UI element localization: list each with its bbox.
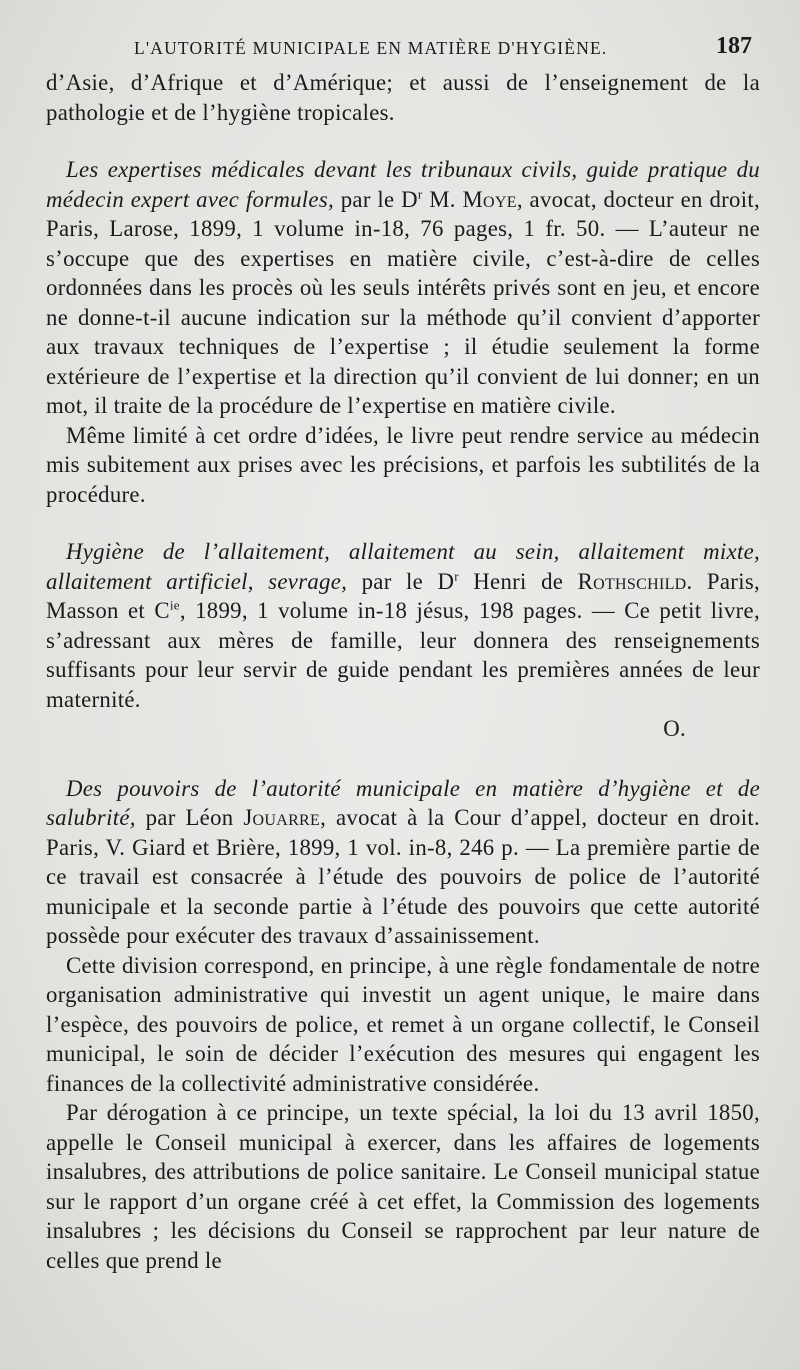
review-paragraph	[46, 537, 760, 714]
book-title: Des pouvoirs de l’autorité municipale en matière d’hygiène et de salubrité,	[46, 775, 760, 830]
author-name: Jouarre	[243, 805, 321, 830]
book-title: Les expertises médicales devant les tribunaux civils, guide pratique du médecin expert avec formules,	[46, 157, 760, 212]
review-paragraph	[46, 155, 760, 421]
running-title: L'AUTORITÉ MUNICIPALE EN MATIÈRE D'HYGIÈNE.	[134, 38, 608, 58]
reviewer-signature: O.	[663, 716, 686, 741]
author-prefix: M.	[422, 186, 463, 212]
review-paragraph: Même limité à cet ordre d’idées, le livre peut rendre service au médecin mis subitement aux prises avec les précisions, et parfois les subtilités de la procédure.	[46, 422, 760, 507]
doctor-superscript: r	[417, 185, 423, 201]
continuation-paragraph: d’Asie, d’Afrique et d’Amérique; et aussi de l’enseignement de la pathologie et de l’hygiène tropicales.	[46, 70, 760, 125]
review-text: , 1899, 1 volume in-18 jésus, 198 pages. — Ce petit livre, s’adressant aux mères de famille, leur donnera des renseignements suffisants pour leur servir de guide pendant les premières années de leur maternité.	[46, 598, 760, 712]
author-prefix: Henri de	[458, 568, 578, 594]
author-name: Rothschild	[577, 568, 687, 594]
review-paragraph: Cette division correspond, en principe, à une règle fondamentale de notre organisation administrative qui investit un agent unique, le maire dans l’espèce, des pouvoirs de police, et remet à un organe collectif, le Conseil municipal, le soin de décider l’exécution des mesures qui engagent les finances de la collectivité administrative considérée.	[46, 952, 760, 1096]
page-number: 187	[716, 33, 752, 59]
review-paragraph	[46, 774, 760, 951]
review-text: , avocat, docteur en droit, Paris, Larose, 1899, 1 volume in-18, 76 pages, 1 fr. 50. — L’auteur ne s’occupe que des expertises en matière civile, c’est-à-dire de celles ordonnées dans les procès où les seuls intérêts privés sont en jeu, et encore ne donne-t-il aucune indication sur la méthode qu’il convient d’apporter aux travaux techniques de l’expertise ; il étudie seulement la forme extérieure de l’expertise et la direction qu’il convient de lui donner; en un mot, il traite de la procédure de l’expertise en matière civile.	[46, 186, 760, 418]
company-superscript: ie	[169, 597, 180, 613]
review-entry-pouvoirs	[46, 774, 760, 1276]
book-title: Hygiène de l’allaitement, allaitement au sein, allaitement mixte, allaitement artificiel, sevrage,	[46, 539, 760, 594]
review-paragraph: Par dérogation à ce principe, un texte spécial, la loi du 13 avril 1850, appelle le Conseil municipal à exercer, dans les affaires de logements insalubres, des attributions de police sanitaire. Le Conseil municipal statue sur le rapport d’un organe créé à cet effet, la Commission des logements insalubres ; les décisions du Conseil se rapprochent par leur nature de celles que prend le	[46, 1100, 760, 1273]
review-text: , avocat à la Cour d’appel, docteur en droit. Paris, V. Giard et Brière, 1899, 1 vol. in-8, 246 p. — La première partie de ce travail est consacrée à l’étude des pouvoirs de police de l’autorité municipale et la seconde partie à l’étude des pouvoirs que cette autorité possède pour exécuter des travaux d’assainissement.	[46, 805, 760, 948]
page-body	[46, 68, 760, 1275]
doctor-superscript: r	[454, 567, 459, 583]
review-entry-expertises	[46, 155, 760, 509]
running-head	[46, 28, 760, 68]
author-name: Moye	[462, 186, 517, 212]
author-preposition: par le D	[334, 186, 418, 212]
signature-line	[46, 714, 760, 744]
review-entry-allaitement	[46, 537, 760, 744]
author-preposition: par Léon	[135, 805, 244, 830]
author-preposition: par le D	[347, 568, 455, 594]
review-text: . Paris, Masson et C	[46, 568, 760, 623]
